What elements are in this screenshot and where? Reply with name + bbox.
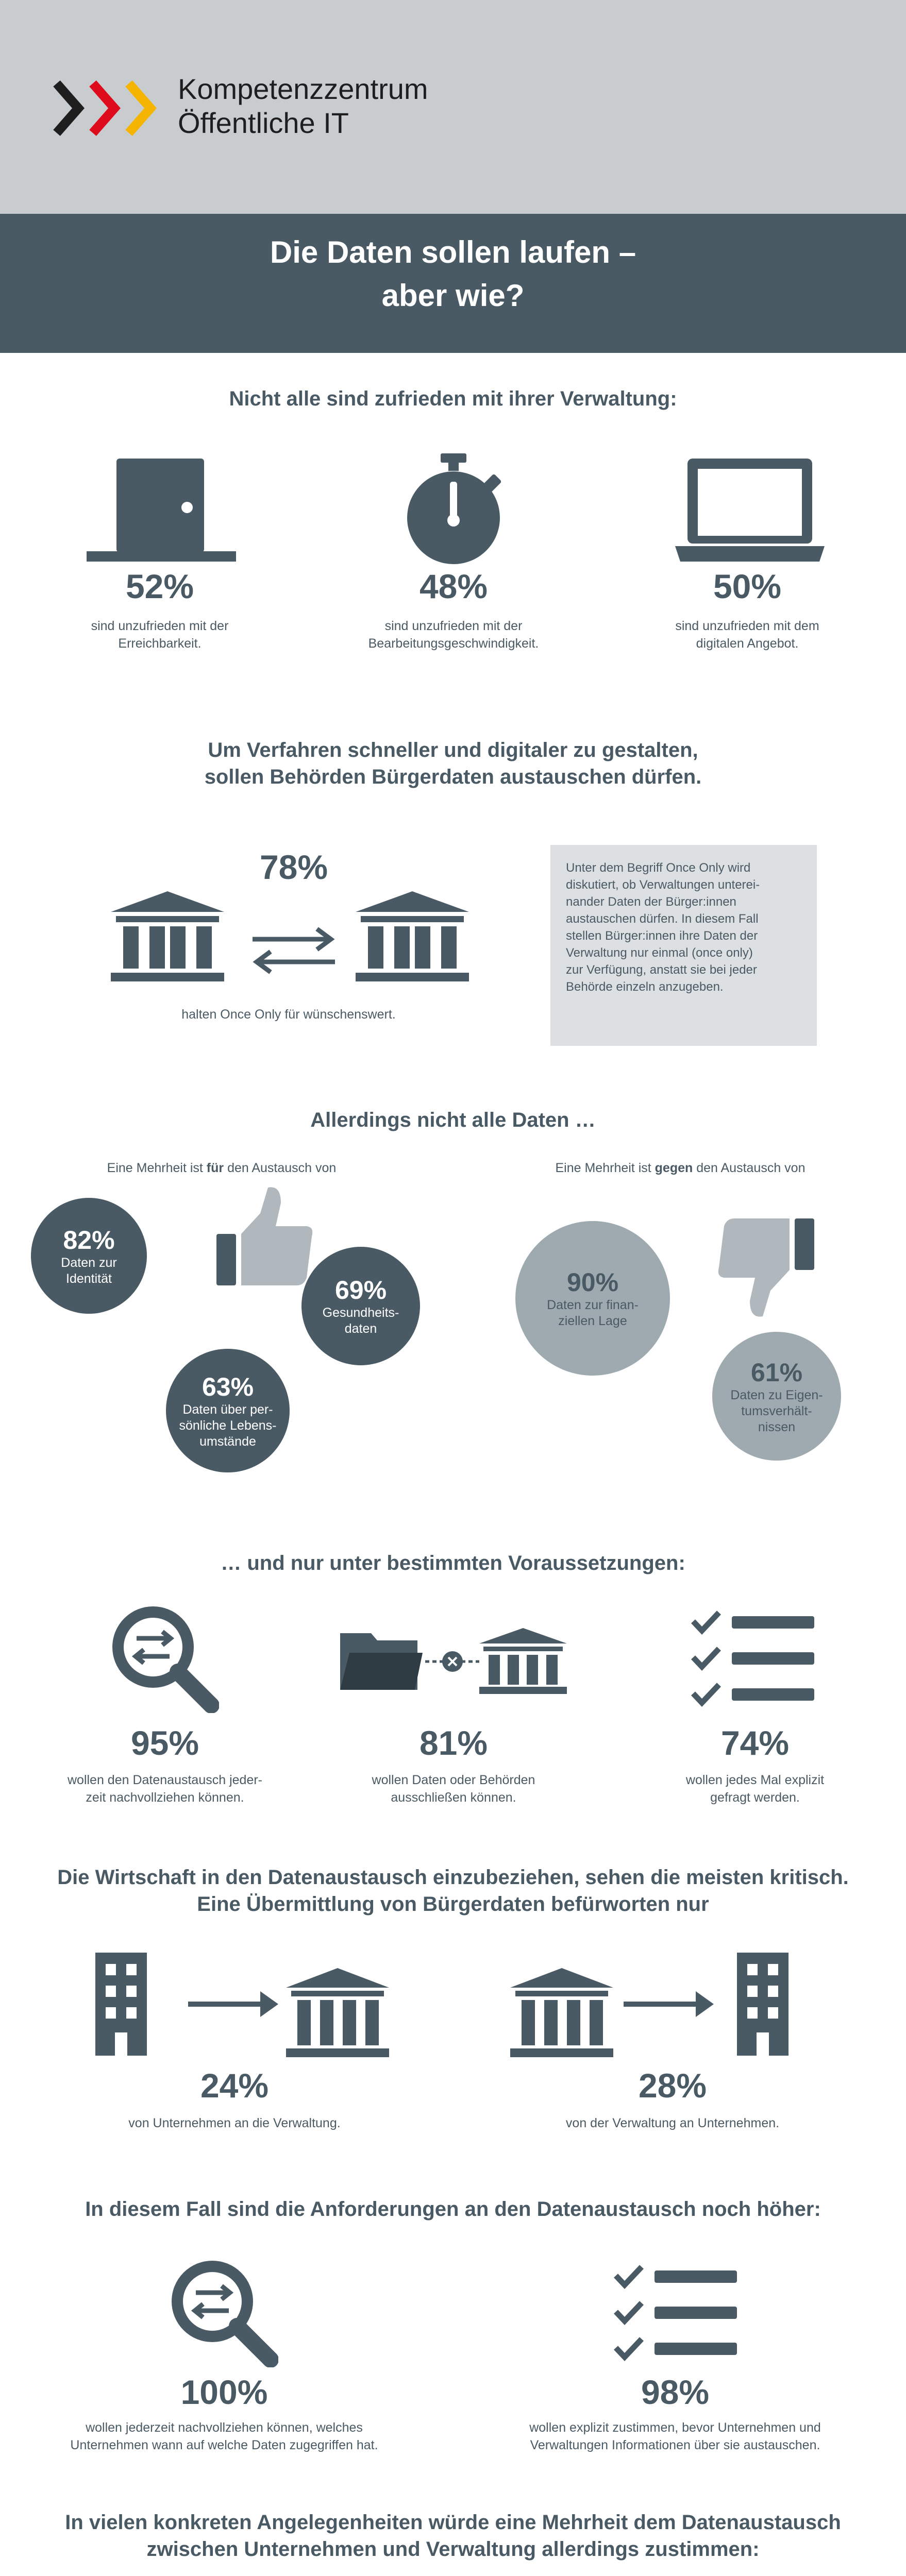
once-only-text-line: nander Daten der Bürger:innen bbox=[566, 895, 736, 909]
section1-desc-2-line1: sind unzufrieden mit der bbox=[384, 619, 523, 633]
section6-title: In diesem Fall sind die Anforderungen an den Datenaustausch noch höher: bbox=[85, 2198, 821, 2221]
section6-pct-1: 100% bbox=[180, 2373, 268, 2411]
circle-pct: 69% bbox=[334, 1276, 387, 1304]
section3-against-label bbox=[479, 1159, 881, 1177]
section1-title: Nicht alle sind zufrieden mit ihrer Verwaltung: bbox=[229, 387, 677, 410]
circle-pct: 63% bbox=[202, 1372, 254, 1401]
section4-desc-1 bbox=[36, 1771, 294, 1806]
section4-pct-1: 95% bbox=[130, 1724, 199, 1762]
section2-pct: 78% bbox=[259, 848, 328, 886]
section4-desc-2-line1: wollen Daten oder Behörden bbox=[372, 1773, 535, 1787]
for-label-post: den Austausch von bbox=[224, 1161, 337, 1175]
once-only-text-line: diskutiert, ob Verwaltungen unterei- bbox=[566, 878, 760, 892]
against-circle-finances bbox=[515, 1221, 670, 1376]
authority-building-icon bbox=[356, 891, 469, 981]
section5-desc-1: von Unternehmen an die Verwaltung. bbox=[128, 2116, 341, 2130]
against-label-post: den Austausch von bbox=[693, 1161, 806, 1175]
circle-pct: 61% bbox=[750, 1358, 803, 1387]
section4-pct-3: 74% bbox=[720, 1724, 790, 1762]
magnifier-exchange-icon bbox=[111, 1605, 219, 1713]
circle-label: sönliche Lebens- bbox=[179, 1418, 277, 1433]
section7-title-line2: zwischen Unternehmen und Verwaltung allerdings zustimmen: bbox=[146, 2538, 760, 2561]
section3-for-label bbox=[21, 1159, 423, 1177]
once-only-text-line: Verwaltung nur einmal (once only) bbox=[566, 946, 753, 960]
circle-pct: 90% bbox=[566, 1268, 619, 1297]
section5-title-line1: Die Wirtschaft in den Datenaustausch einzubeziehen, sehen die meisten kritisch. bbox=[57, 1866, 849, 1889]
section5-pct-1: 24% bbox=[200, 2066, 269, 2105]
section6-desc-1-line2: Unternehmen wann auf welche Daten zugegriffen hat. bbox=[70, 2438, 378, 2452]
once-only-text-line: stellen Bürger:innen ihre Daten der bbox=[566, 929, 758, 943]
against-circle-property bbox=[712, 1332, 841, 1461]
logo-line-2: Öffentliche IT bbox=[178, 107, 349, 139]
circle-label: umstände bbox=[199, 1434, 256, 1449]
for-circle-health bbox=[301, 1247, 420, 1365]
thumbs-up-icon bbox=[211, 1185, 314, 1288]
circle-label: tumsverhält- bbox=[741, 1403, 812, 1418]
section2-title-line2: sollen Behörden Bürgerdaten austauschen dürfen. bbox=[204, 766, 702, 788]
logo-text bbox=[178, 72, 428, 140]
section1-desc-2-line2: Bearbeitungsgeschwindigkeit. bbox=[368, 636, 539, 651]
section6-desc-1 bbox=[18, 2419, 430, 2454]
section1-desc-1 bbox=[57, 617, 263, 652]
page-title-line-2: aber wie? bbox=[381, 278, 525, 313]
section1-pct-3: 50% bbox=[713, 567, 782, 605]
section1-pct-2: 48% bbox=[419, 567, 488, 605]
logo-line-1: Kompetenzzentrum bbox=[178, 73, 428, 105]
circle-label: Daten zur finan- bbox=[547, 1298, 639, 1312]
section5-title bbox=[0, 1864, 906, 1918]
against-label-pre: Eine Mehrheit ist bbox=[555, 1161, 655, 1175]
thumbs-down-icon bbox=[716, 1216, 819, 1319]
door-icon bbox=[87, 459, 236, 562]
stopwatch-icon bbox=[389, 453, 518, 564]
section4-desc-2-line2: ausschließen können. bbox=[391, 1790, 516, 1805]
section5-pct-2: 28% bbox=[638, 2066, 707, 2105]
section4-desc-1-line2: zeit nachvollziehen können. bbox=[86, 1790, 244, 1805]
section4-pct-2: 81% bbox=[419, 1724, 488, 1762]
page-title-line-1: Die Daten sollen laufen – bbox=[270, 235, 636, 269]
section6-desc-2 bbox=[469, 2419, 881, 2454]
section6-pct-2: 98% bbox=[641, 2373, 710, 2411]
section4-desc-2 bbox=[325, 1771, 582, 1806]
once-only-text-line: Behörde einzeln anzugeben. bbox=[566, 980, 724, 994]
section6-desc-1-line1: wollen jederzeit nachvollziehen können, welches bbox=[86, 2420, 363, 2435]
section4-title: … und nur unter bestimmten Voraussetzungen: bbox=[221, 1552, 685, 1574]
section5-title-line2: Eine Übermittlung von Bürgerdaten befürworten nur bbox=[197, 1893, 709, 1916]
authority-to-company-icon bbox=[510, 1953, 814, 2058]
circle-label: Identität bbox=[66, 1271, 112, 1286]
for-label-bold: für bbox=[206, 1161, 224, 1175]
circle-label: Daten über per- bbox=[182, 1402, 273, 1417]
for-circle-life-circumstances bbox=[166, 1349, 290, 1472]
checklist-icon bbox=[613, 2264, 737, 2365]
section1-desc-2 bbox=[350, 617, 557, 652]
circle-label: Daten zu Eigen- bbox=[730, 1387, 823, 1402]
section1-desc-1-line2: Erreichbarkeit. bbox=[118, 636, 202, 651]
section5-desc-2: von der Verwaltung an Unternehmen. bbox=[565, 2116, 780, 2130]
for-circle-identity bbox=[31, 1198, 147, 1314]
section4-desc-3 bbox=[626, 1771, 884, 1806]
laptop-icon bbox=[675, 459, 825, 562]
section1-desc-3 bbox=[644, 617, 850, 652]
checklist-icon bbox=[691, 1610, 814, 1710]
section3-title: Allerdings nicht alle Daten … bbox=[310, 1109, 596, 1131]
section1-pct-1: 52% bbox=[125, 567, 194, 605]
section6-desc-2-line2: Verwaltungen Informationen über sie austauschen. bbox=[530, 2438, 820, 2452]
section1-desc-3-line1: sind unzufrieden mit dem bbox=[675, 619, 819, 633]
page-title bbox=[0, 231, 906, 317]
section4-desc-3-line2: gefragt werden. bbox=[710, 1790, 800, 1805]
once-only-info-box bbox=[550, 845, 817, 1046]
section1-desc-3-line2: digitalen Angebot. bbox=[696, 636, 799, 651]
folder-authority-icon bbox=[340, 1628, 567, 1695]
magnifier-exchange-icon bbox=[170, 2259, 278, 2367]
section7-title bbox=[0, 2509, 906, 2563]
once-only-text-line: austauschen dürfen. In diesem Fall bbox=[566, 912, 759, 926]
exchange-arrows-icon bbox=[247, 925, 340, 976]
section2-title bbox=[0, 737, 906, 790]
circle-label: nissen bbox=[758, 1419, 796, 1434]
logo-chevrons-icon bbox=[52, 77, 175, 139]
once-only-text-line: Unter dem Begriff Once Only wird bbox=[566, 861, 751, 875]
authority-building-icon bbox=[111, 891, 224, 981]
section7-title-line1: In vielen konkreten Angelegenheiten würde eine Mehrheit dem Datenaustausch bbox=[65, 2511, 841, 2534]
section2-desc: halten Once Only für wünschenswert. bbox=[181, 1007, 396, 1022]
for-label-pre: Eine Mehrheit ist bbox=[107, 1161, 207, 1175]
circle-label: daten bbox=[344, 1321, 377, 1336]
against-label-bold: gegen bbox=[655, 1161, 693, 1175]
company-to-authority-icon bbox=[90, 1953, 389, 2058]
section4-desc-1-line1: wollen den Datenaustausch jeder- bbox=[67, 1773, 262, 1787]
section4-desc-3-line1: wollen jedes Mal explizit bbox=[685, 1773, 825, 1787]
circle-label: Daten zur bbox=[61, 1255, 117, 1270]
section2-title-line1: Um Verfahren schneller und digitaler zu gestalten, bbox=[208, 739, 698, 761]
section6-desc-2-line1: wollen explizit zustimmen, bevor Unternehmen und bbox=[529, 2420, 821, 2435]
circle-label: Gesundheits- bbox=[322, 1306, 399, 1320]
once-only-text-line: zur Verfügung, anstatt sie bei jeder bbox=[566, 963, 757, 977]
circle-pct: 82% bbox=[63, 1225, 115, 1255]
section1-desc-1-line1: sind unzufrieden mit der bbox=[91, 619, 229, 633]
circle-label: ziellen Lage bbox=[558, 1314, 627, 1328]
